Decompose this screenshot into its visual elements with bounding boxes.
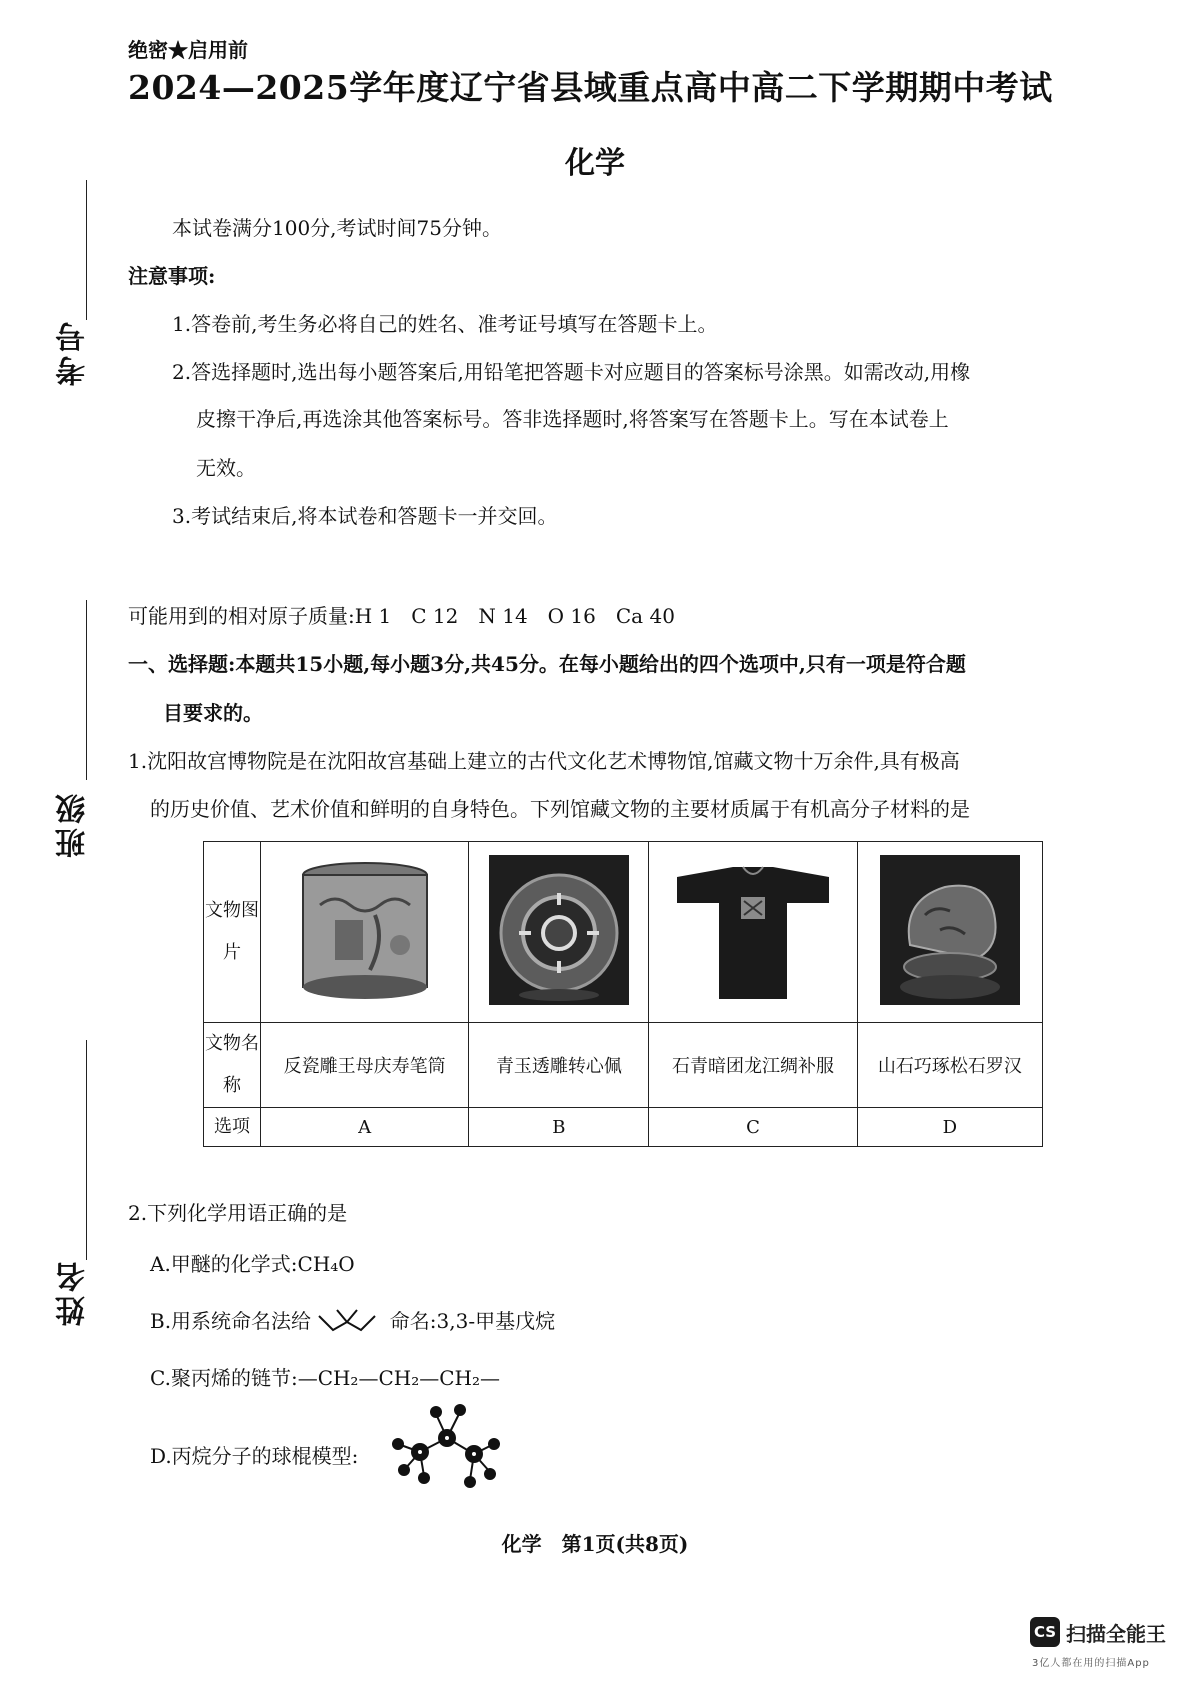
notice-item-2c: 无效。 xyxy=(196,456,256,480)
page-footer: 化学 第1页(共8页) xyxy=(501,1532,689,1556)
q2-option-a-formula: CH₄O xyxy=(297,1252,355,1276)
notice-item-2a: 2.答选择题时,选出每小题答案后,用铅笔把答题卡对应题目的答案标号涂黑。如需改动,用橡 xyxy=(172,360,971,384)
row-head-image: 文物图片 xyxy=(204,842,261,1023)
relic-option-c: C xyxy=(649,1108,857,1147)
propane-ball-stick-model xyxy=(390,1402,500,1492)
q1-line2: 的历史价值、艺术价值和鲜明的自身特色。下列馆藏文物的主要材质属于有机高分子材料的是 xyxy=(150,797,970,821)
camscanner-logo-icon: CS xyxy=(1030,1617,1060,1647)
class-line xyxy=(86,600,87,780)
relic-option-d: D xyxy=(857,1108,1042,1147)
name-line xyxy=(86,1040,87,1260)
relic-option-b: B xyxy=(469,1108,649,1147)
dragon-robe-image xyxy=(673,855,833,1005)
notice-item-3: 3.考试结束后,将本试卷和答题卡一并交回。 xyxy=(172,504,558,528)
row-head-option: 选项 xyxy=(204,1108,261,1147)
exam-no-label: 考号 xyxy=(56,318,91,386)
jade-pendant-image xyxy=(489,855,629,1005)
class-label: 班级 xyxy=(56,790,91,858)
relic-option-a: A xyxy=(261,1108,469,1147)
q2-option-a: A.甲醚的化学式:CH₄O xyxy=(150,1252,355,1276)
subject-title: 化学 xyxy=(565,146,625,181)
q2-option-b: B.用系统命名法给 命名:3,3-甲基戊烷 xyxy=(150,1305,555,1338)
q1-line1: 1.沈阳故宫博物院是在沈阳故宫基础上建立的古代文化艺术博物馆,馆藏文物十万余件,具有极高 xyxy=(128,749,960,773)
relic-image-d xyxy=(857,842,1042,1023)
relic-image-b xyxy=(469,842,649,1023)
notice-heading: 注意事项: xyxy=(128,264,216,288)
relic-image-c xyxy=(649,842,857,1023)
row-head-name: 文物名称 xyxy=(204,1023,261,1108)
camscanner-name: 扫描全能王 xyxy=(1066,1622,1166,1646)
relic-name-c: 石青暗团龙江绸补服 xyxy=(649,1023,857,1108)
q2-option-c-formula: —CH₂—CH₂—CH₂— xyxy=(297,1366,500,1390)
relic-name-d: 山石巧琢松石罗汉 xyxy=(857,1023,1042,1108)
exam-title: 2024—2025学年度辽宁省县域重点高中高二下学期期中考试 xyxy=(128,68,1053,107)
relic-name-a: 反瓷雕王母庆寿笔筒 xyxy=(261,1023,469,1108)
stone-arhat-image xyxy=(880,855,1020,1005)
relic-name-b: 青玉透雕转心佩 xyxy=(469,1023,649,1108)
section1-line1: 一、选择题:本题共15小题,每小题3分,共45分。在每小题给出的四个选项中,只有一项是符合题 xyxy=(128,652,966,676)
q2-stem: 2.下列化学用语正确的是 xyxy=(128,1201,348,1225)
notice-item-1: 1.答卷前,考生务必将自己的姓名、准考证号填写在答题卡上。 xyxy=(172,312,718,336)
q2-option-c: C.聚丙烯的链节:—CH₂—CH₂—CH₂— xyxy=(150,1366,500,1390)
name-label: 姓名 xyxy=(56,1258,91,1326)
confidential-mark: 绝密★启用前 xyxy=(128,38,248,62)
brush-pot-image xyxy=(290,855,440,1005)
q2-option-d: D.丙烷分子的球棍模型: xyxy=(150,1444,359,1468)
intro-text: 本试卷满分100分,考试时间75分钟。 xyxy=(172,216,502,240)
relic-table xyxy=(203,841,1043,1147)
relic-image-a xyxy=(261,842,469,1023)
exam-no-line xyxy=(86,180,87,320)
camscanner-slogan: 3亿人都在用的扫描App xyxy=(1032,1658,1150,1669)
atomic-mass-line: 可能用到的相对原子质量:H 1 C 12 N 14 O 16 Ca 40 xyxy=(128,604,675,628)
skeletal-formula-image xyxy=(317,1308,383,1338)
section1-line2: 目要求的。 xyxy=(163,701,263,725)
notice-item-2b: 皮擦干净后,再选涂其他答案标号。答非选择题时,将答案写在答题卡上。写在本试卷上 xyxy=(196,407,949,431)
